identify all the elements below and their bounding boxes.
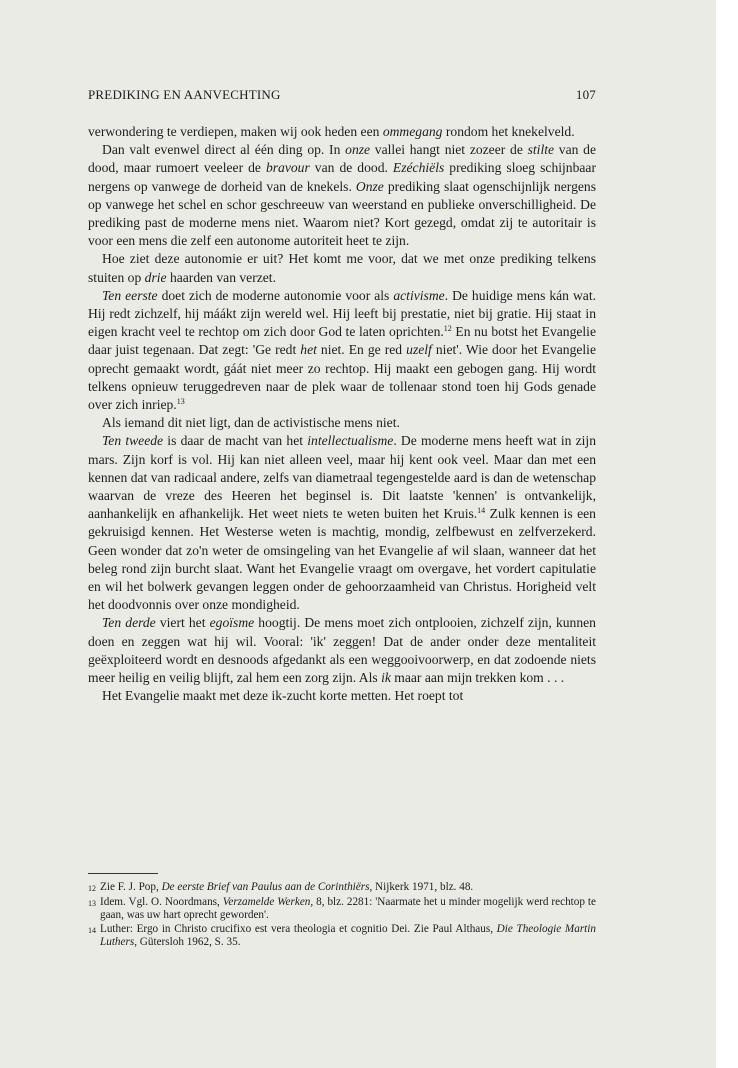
paragraph: Het Evangelie maakt met deze ik-zucht korte metten. Het roept tot — [102, 688, 464, 704]
paragraph: Als iemand dit niet ligt, dan de activistische mens niet. — [102, 415, 400, 431]
running-title: PREDIKING EN AANVECHTING — [88, 87, 281, 102]
paragraph: Hoe ziet deze autonomie er uit? Het komt me voor, dat we met onze prediking telkens stuiten op drie haarden van verzet. — [88, 251, 596, 285]
footnote — [88, 923, 596, 950]
footnote-text: Zie F. J. Pop, De eerste Brief van Paulus aan de Corinthiërs, Nijkerk 1971, blz. 48. — [100, 881, 474, 893]
footnote — [88, 881, 596, 896]
paragraph: verwondering te verdiepen, maken wij ook heden een ommegang rondom het knekelveld. — [88, 124, 575, 139]
running-header — [88, 87, 596, 103]
footnote-text: Luther: Ergo in Christo crucifixo est vera theologia et cognitio Dei. Zie Paul Althaus, Die Theologie Martin Luthers, Gütersloh 1962, S. 35. — [100, 922, 596, 949]
footnote-number: 14 — [88, 925, 96, 935]
footnote-rule — [88, 873, 158, 874]
page-margin — [716, 0, 738, 1068]
footnote — [88, 896, 596, 923]
footnote-text: Idem. Vgl. O. Noordmans, Verzamelde Werken, 8, blz. 2281: 'Naarmate het u minder mogelijk werd rechtop te gaan, was uw hart oprecht geworden'. — [100, 895, 596, 922]
body-text — [88, 123, 596, 706]
page-number: 107 — [575, 87, 596, 102]
footnote-number: 13 — [88, 898, 96, 908]
footnote-number: 12 — [88, 884, 96, 893]
paragraph: Ten derde viert het egoïsme hoogtij. De mens moet zich ontplooien, zichzelf zijn, kunnen doen en zeggen wat hij wil. Vooral: 'ik' zeggen! Dat de ander onder deze mentaliteit geëxploiteerd wordt en desnoods afgedankt als een weggooivoorwerp, en dat zodoende niets meer heilig en veilig blijft, zal hem een zorg zijn. Als ik maar aan mijn trekken kom . . . — [88, 615, 596, 686]
paragraph: Ten eerste doet zich de moderne autonomie voor als activisme. De huidige mens kán wat. Hij redt zichzelf, hij máákt zijn wereld wel. Hij leeft bij prestatie, niet bij gratie. Hij staat in eigen kracht veel te rechtop om zich door God te laten oprichten.$^{12}$ En nu botst het Evangelie daar juist tegenaan. Dat zegt: 'Ge redt het niet. En ge red uzelf niet'. Wie door het Evangelie oprecht gemaakt wordt, gáát niet meer zo rechtop. Hij maakt een gebogen gang. Hij wordt telkens opnieuw teruggedreven naar de plek waar de tollenaar stond toen hij Gods genade over zich inriep.$^{13}$ — [88, 287, 596, 413]
footnotes — [88, 881, 596, 950]
paragraph: Dan valt evenwel direct al één ding op. In onze vallei hangt niet zozeer de stilte van de dood, maar rumoert veeleer de bravour van de dood. Ezéchiëls prediking sloeg schijnbaar nergens op vanwege de dorheid van de knekels. Onze prediking slaat ogenschijnlijk nergens op vanwege het schel en schor geschreeuw van weerstand en publieke onverschilligheid. De prediking past de moderne mens niet. Waarom niet? Kort gezegd, omdat zij te autoritair is voor een mens die zelf een autonome autoriteit heet te zijn. — [88, 142, 597, 249]
paragraph: Ten tweede is daar de macht van het intellectualisme. De moderne mens heeft wat in zijn mars. Zijn korf is vol. Hij kan niet alleen veel, maar hij kent ook veel. Maar dan met een kennen dat van radicaal andere, zelfs van diametraal tegengestelde aard is dan de wetenschap waarvan de vreze des Heeren het beginsel is. Dit laatste 'kennen' is ontvankelijk, aanhankelijk en afhankelijk. Het weet niets te weten buiten het Kruis.$^{14}$ Zulk kennen is een gekruisigd kennen. Het Westerse weten is machtig, mondig, zelfbewust en zelfverzekerd. Geen wonder dat zo'n weter de omsingeling van het Evangelie af wil slaan, wanneer dat het beleg rond zijn burcht slaat. Want het Evangelie vraagt om overgave, het vordert capitulatie en wil het bolwerk gevangen leggen onder de gehoorzaamheid van Christus. Horigheid velt het doodvonnis over onze mondigheid. — [88, 433, 596, 613]
